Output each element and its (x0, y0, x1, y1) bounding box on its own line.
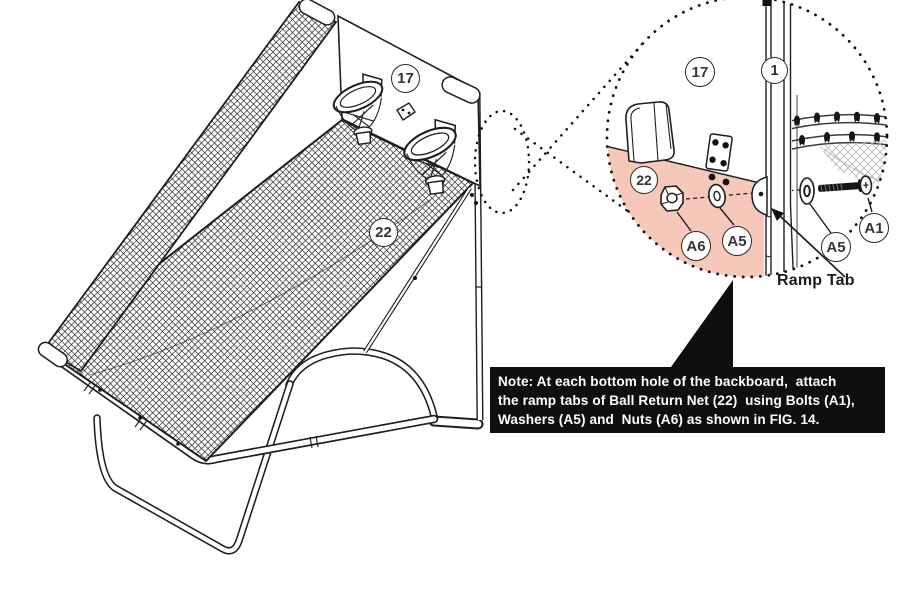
note-box (490, 367, 885, 433)
note-line-2: the ramp tabs of Ball Return Net (22) using Bolts (A1), (498, 393, 855, 408)
label-a6: A6 (681, 231, 711, 261)
ramp-tab-label: Ramp Tab (777, 272, 855, 289)
nut-a6 (661, 186, 683, 211)
label-a5-right: A5 (821, 232, 851, 262)
label-17-main: 17 (391, 64, 420, 93)
label-22-detail: 22 (630, 166, 658, 194)
label-1-detail: 1 (761, 57, 788, 84)
note-line-3: Washers (A5) and Nuts (A6) as shown in FIG. 14. (498, 412, 820, 427)
label-17-detail: 17 (685, 57, 715, 87)
hood-bracket (626, 102, 674, 163)
washer-a5-right (800, 178, 814, 204)
pole-bolt-dot (470, 193, 474, 197)
pole-detail (763, 0, 795, 292)
note-line-1: Note: At each bottom hole of the backboard, attach (498, 374, 837, 389)
zoom-indicator-ellipse (475, 111, 529, 213)
note-pointer-triangle (671, 280, 733, 367)
label-a5-left: A5 (722, 226, 752, 256)
pole-bolt-dot (474, 201, 478, 205)
label-a1: A1 (859, 213, 889, 243)
label-22-main: 22 (369, 218, 398, 247)
main-assembly-drawing (36, 0, 651, 551)
